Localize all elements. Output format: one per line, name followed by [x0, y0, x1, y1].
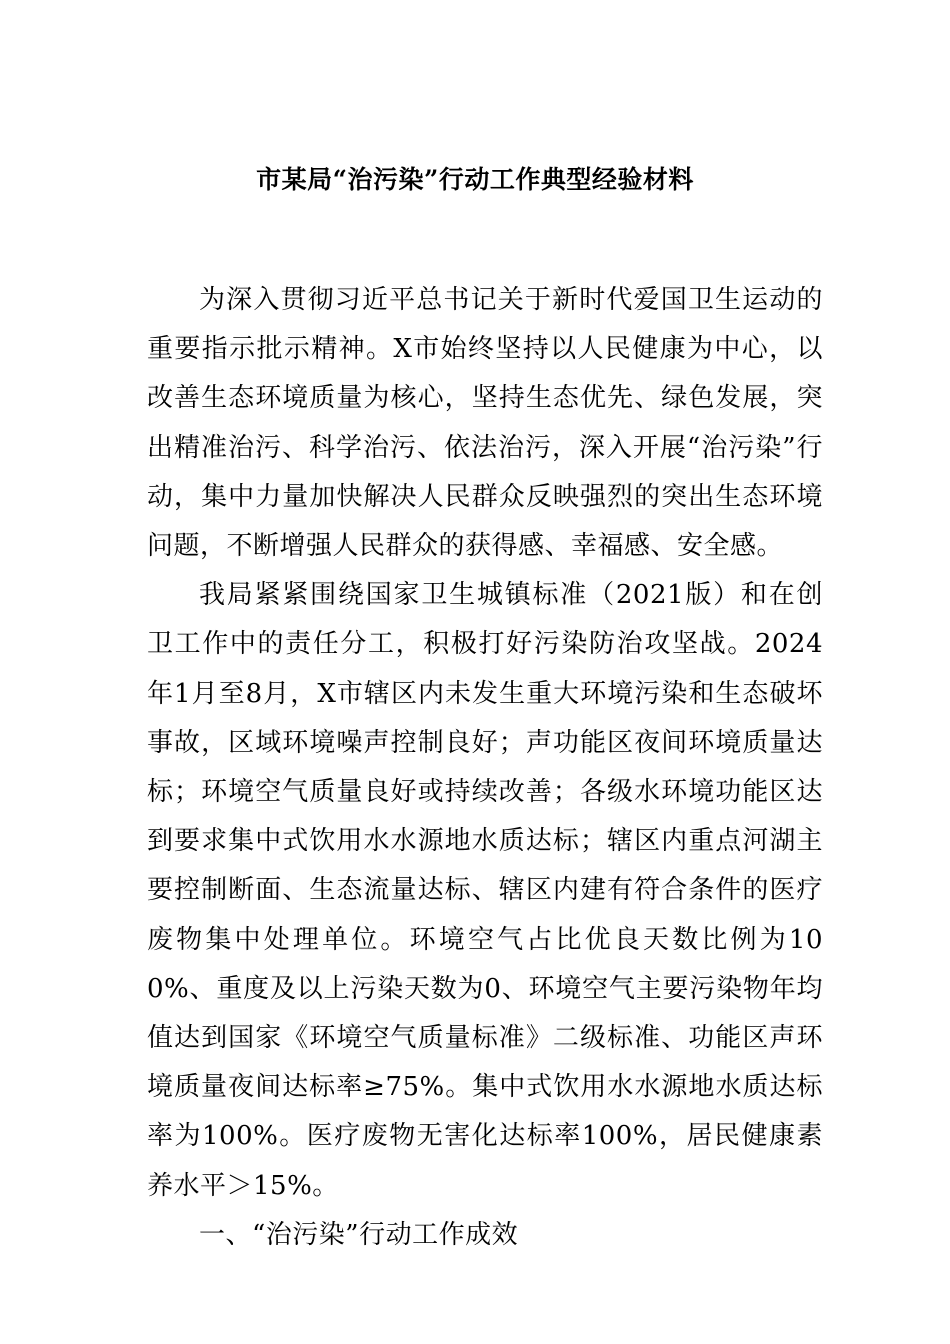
document-body [147, 276, 823, 1260]
paragraph-results: 我局紧紧围绕国家卫生城镇标准（2021版）和在创卫工作中的责任分工，积极打好污染防治攻坚战。2024年1月至8月，X市辖区内未发生重大环境污染和生态破坏事故，区域环境噪声控制良好；声功能区夜间环境质量达标；环境空气质量良好或持续改善；各级水环境功能区达到要求集中式饮用水水源地水质达标；辖区内重点河湖主要控制断面、生态流量达标、辖区内建有符合条件的医疗废物集中处理单位。环境空气占比优良天数比例为100%、重度及以上污染天数为0、环境空气主要污染物年均值达到国家《环境空气质量标准》二级标准、功能区声环境质量夜间达标率≥75%。集中式饮用水水源地水质达标率为100%。医疗废物无害化达标率100%，居民健康素养水平＞15%。 [147, 580, 823, 1201]
document-title: 市某局“治污染”行动工作典型经验材料 [256, 165, 694, 194]
paragraph-intro: 为深入贯彻习近平总书记关于新时代爱国卫生运动的重要指示批示精神。X市始终坚持以人民健康为中心，以改善生态环境质量为核心，坚持生态优先、绿色发展，突出精准治污、科学治污、依法治污，深入开展“治污染”行动，集中力量加快解决人民群众反映强烈的突出生态环境问题，不断增强人民群众的获得感、幸福感、安全感。 [147, 285, 823, 562]
section-heading: 一、“治污染”行动工作成效 [199, 1219, 519, 1250]
